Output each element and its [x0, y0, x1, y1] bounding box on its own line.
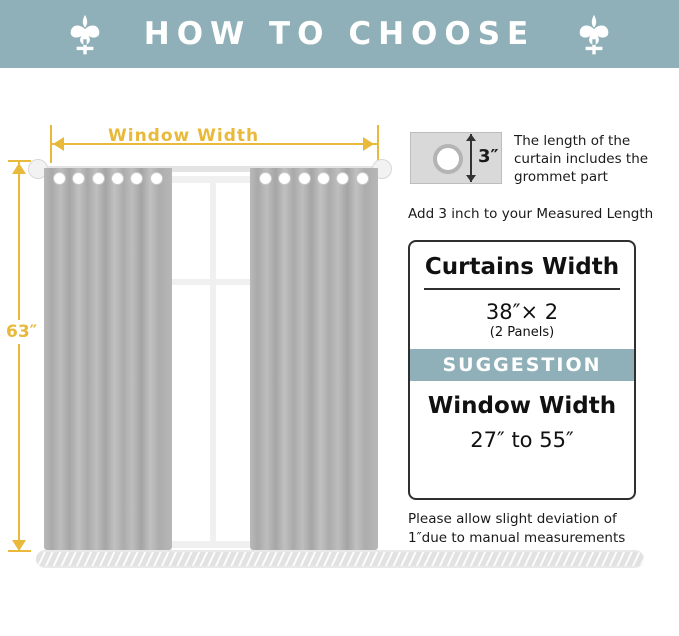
grommet-icon — [336, 172, 349, 185]
deviation-line-1: Please allow slight deviation of — [408, 511, 617, 527]
grommet-icon — [259, 172, 272, 185]
grommet-icon — [278, 172, 291, 185]
height-tick-top — [8, 160, 31, 162]
grommet-measure-value: 3″ — [478, 146, 499, 167]
header-banner — [0, 0, 679, 68]
curtains-width-value: 38″× 2 — [485, 300, 559, 324]
fleur-de-lis-icon — [571, 14, 617, 56]
grommet-ring-icon — [433, 144, 463, 174]
deviation-note — [408, 510, 670, 548]
window-width-label: Window Width — [108, 126, 260, 146]
curtain-panel-right — [250, 168, 378, 550]
fleur-de-lis-icon — [62, 14, 108, 56]
grommet-icon — [298, 172, 311, 185]
page-title: HOW TO CHOOSE — [143, 16, 536, 52]
grommet-icon — [53, 172, 66, 185]
arrow-right-icon — [363, 137, 374, 151]
grommet-measure-arrow-icon — [470, 134, 472, 182]
height-measure-line — [18, 160, 20, 552]
add-length-note: Add 3 inch to your Measured Length — [408, 206, 654, 222]
grommet-icon — [72, 172, 85, 185]
deviation-line-2: 1″due to manual measurements — [408, 530, 626, 546]
grommet-icon — [150, 172, 163, 185]
panels-note: (2 Panels) — [489, 325, 555, 340]
suggestion-band: SUGGESTION — [408, 349, 636, 381]
grommet-row — [44, 172, 172, 185]
grommet-icon — [92, 172, 105, 185]
grommet-note: The length of the curtain includes the grommet part — [514, 133, 649, 185]
grommet-icon — [317, 172, 330, 185]
window-width-range: 27″ to 55″ — [470, 428, 574, 452]
grommet-row — [250, 172, 378, 185]
curtain-panel-left — [44, 168, 172, 550]
curtain-height-label: 63″ — [6, 322, 38, 342]
card-divider — [424, 288, 620, 290]
grommet-icon — [111, 172, 124, 185]
grommet-icon — [356, 172, 369, 185]
arrow-down-icon — [12, 540, 26, 551]
window-width-heading: Window Width — [427, 393, 617, 419]
arrow-left-icon — [53, 137, 64, 151]
suggestion-card — [408, 240, 636, 500]
info-column — [404, 68, 679, 636]
curtains-width-heading: Curtains Width — [424, 254, 620, 280]
arrow-up-icon — [12, 163, 26, 174]
grommet-icon — [130, 172, 143, 185]
